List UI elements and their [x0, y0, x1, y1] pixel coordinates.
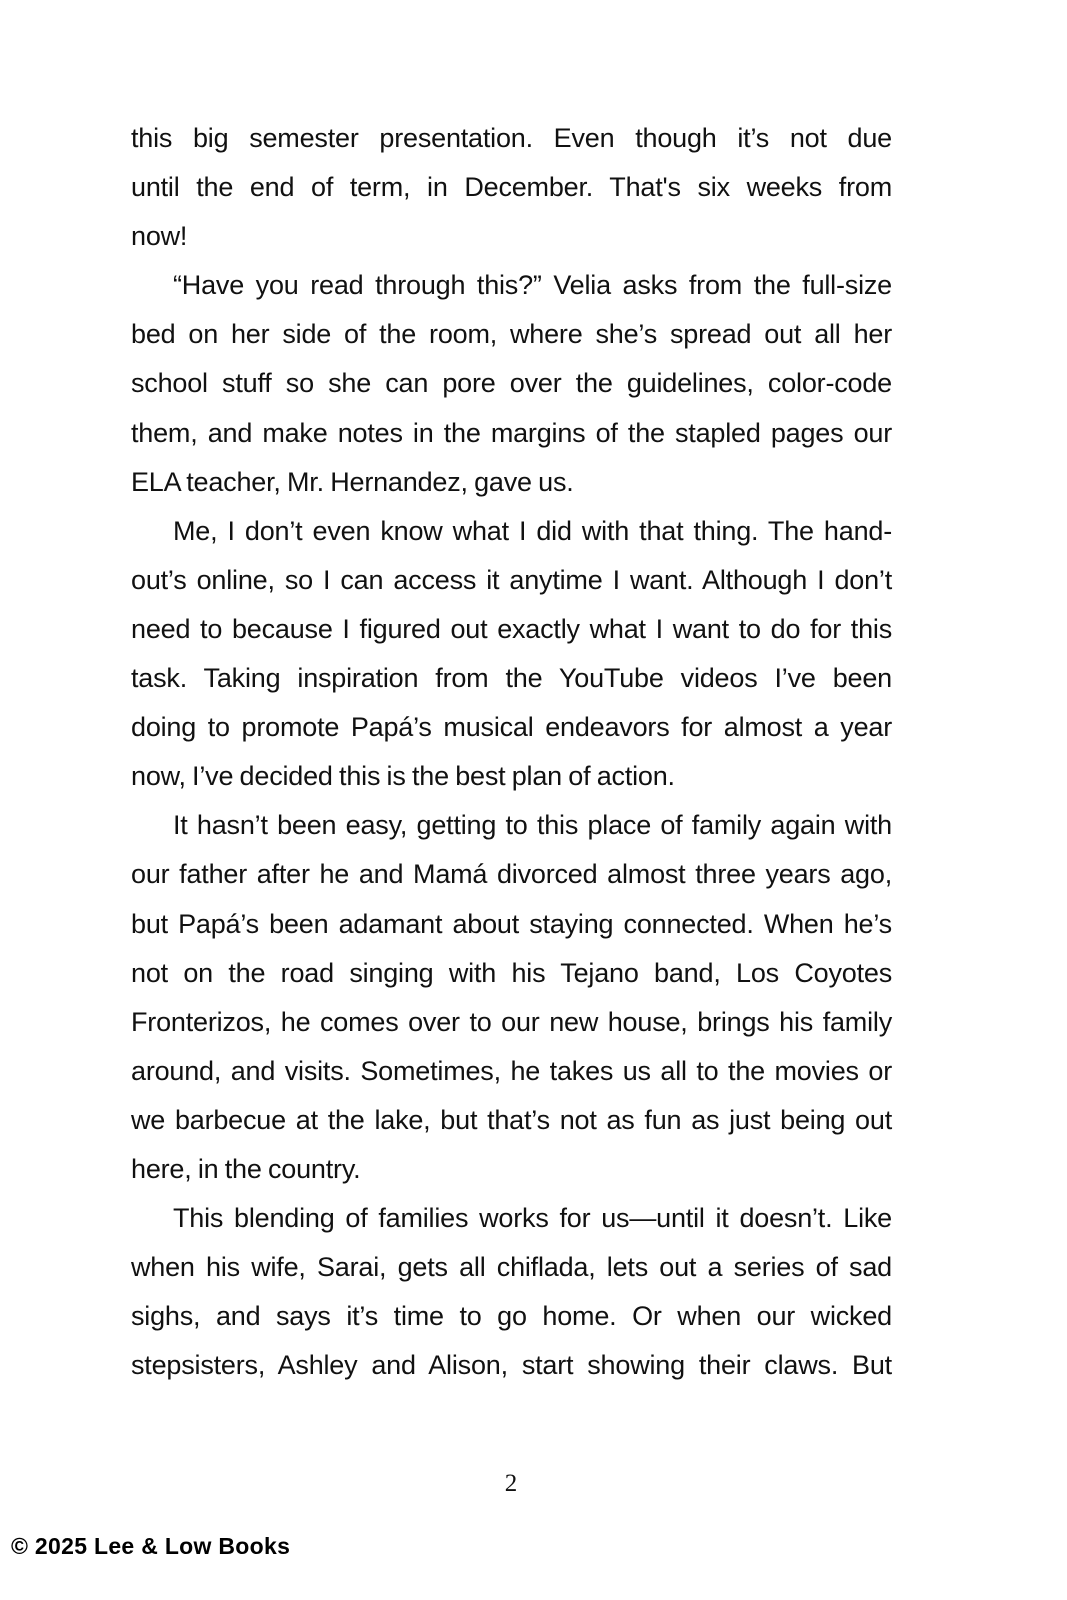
text-line: stepsisters, Ashley and Alison, start showing their claws. But: [131, 1350, 892, 1381]
text-line: need to because I figured out exactly what I want to do for this: [131, 613, 892, 644]
text-line: but Papá’s been adamant about staying connected. When he’s: [131, 908, 892, 939]
text-line: This blending of families works for us—until it doesn’t. Like: [173, 1203, 892, 1234]
text-line: this big semester presentation. Even though it’s not due: [131, 123, 892, 153]
text-line: Fronterizos, he comes over to our new house, brings his family: [131, 1006, 892, 1037]
book-page-body: [131, 114, 892, 1390]
text-line: school stuff so she can pore over the guidelines, color-code: [131, 368, 892, 399]
text-line: task. Taking inspiration from the YouTube videos I’ve been: [131, 663, 892, 694]
text-line: we barbecue at the lake, but that’s not as fun as just being out: [131, 1104, 892, 1135]
text-line: our father after he and Mamá divorced almost three years ago,: [131, 859, 892, 890]
text-line: doing to promote Papá’s musical endeavors for almost a year: [131, 712, 892, 743]
page-number: 2: [504, 1470, 518, 1497]
paragraph: [131, 114, 892, 261]
text-line: until the end of term, in December. That's six weeks from: [131, 172, 892, 203]
text-line: here, in the country.: [131, 1153, 361, 1184]
text-line: out’s online, so I can access it anytime I want. Although I don’t: [131, 564, 892, 595]
copyright-notice: © 2025 Lee & Low Books: [11, 1533, 291, 1559]
text-line: It hasn’t been easy, getting to this place of family again with: [173, 810, 892, 841]
paragraph: [131, 261, 892, 506]
text-line: “Have you read through this?” Velia asks from the full-size: [173, 270, 892, 301]
text-line: when his wife, Sarai, gets all chiflada, lets out a series of sad: [131, 1252, 892, 1283]
paragraph: [131, 1194, 892, 1390]
text-line: now!: [131, 221, 188, 252]
paragraph: [131, 507, 892, 802]
text-line: them, and make notes in the margins of the stapled pages our: [131, 417, 892, 448]
paragraph: [131, 801, 892, 1194]
text-line: sighs, and says it’s time to go home. Or when our wicked: [131, 1301, 892, 1332]
text-line: around, and visits. Sometimes, he takes us all to the movies or: [131, 1055, 892, 1086]
text-line: now, I’ve decided this is the best plan of action.: [131, 761, 675, 792]
text-line: not on the road singing with his Tejano band, Los Coyotes: [131, 957, 892, 988]
text-line: ELA teacher, Mr. Hernandez, gave us.: [131, 466, 574, 497]
text-line: bed on her side of the room, where she’s spread out all her: [131, 319, 892, 350]
text-line: Me, I don’t even know what I did with that thing. The hand-: [173, 515, 892, 546]
